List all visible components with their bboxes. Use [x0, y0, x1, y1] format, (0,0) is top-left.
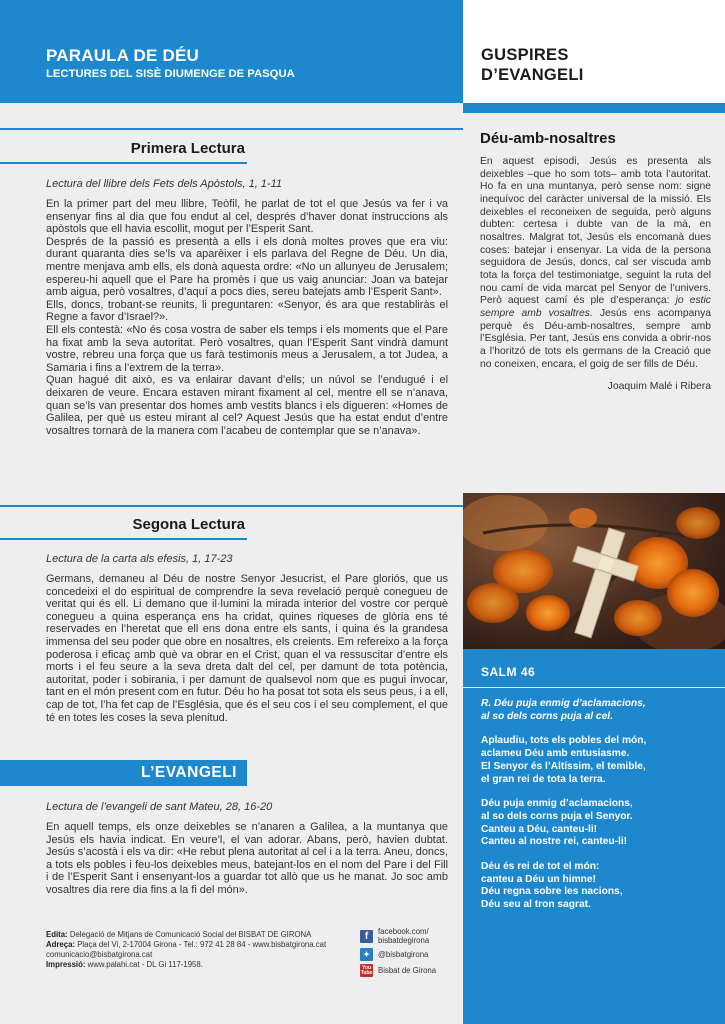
facebook-label-line2: bisbatdegirona [378, 936, 430, 945]
evangeli-reference: Lectura de l’evangeli de sant Mateu, 28, 16-20 [46, 801, 273, 813]
email-link[interactable]: comunicacio@bisbatgirona.cat [46, 950, 153, 959]
guspires-title-line1: GUSPIRES [481, 46, 569, 64]
edita-label: Edita: [46, 930, 68, 939]
segona-lectura-heading: Segona Lectura [132, 516, 245, 533]
primera-lectura-reference: Lectura del llibre dels Fets dels Apòstols, 1, 1-11 [46, 178, 283, 190]
salm-panel [463, 649, 725, 1024]
divider [463, 687, 725, 688]
salm-response: R. Déu puja enmig d’aclamacions, al so dels corns puja al cel. [481, 698, 646, 722]
segona-lectura-body [46, 553, 448, 724]
guspires-text: En aquest episodi, Jesús es presenta als deixebles –que ho som tots– amb tota l’autoritat. Ho fa en una muntanya, però sense nom: signe inequívoc del caràcter universal de la missió. Els deixebles el reconeixen de seguida, però alguns dubten: certesa i dubte van de la mà, en nosaltres. Malgrat tot, Jesús els encomanà dues coses: batejar i ensenyar. La vida de la persona seguidora de Jesús, doncs, cal ser viscuda amb tota la força del testimoniatge, seguint la ruta del nou camí de vida marcat pel Senyor de l’univers. Però aquest camí és ple d’esperança: jo estic sempre amb vosaltres. Jesús ens acompanya perquè és Déu-amb-nosaltres, sempre amb l’Església. Per tant, Jesús ens convida a obrir-nos a l’horitzó de tots els germans de la Creació que no coneixen, encara, el goig de ser fills de Déu. [480, 156, 712, 370]
paragraph: Quan hagué dit això, es va enlairar davant d’ells; un núvol se l’endugué i el deixaren de veure. Encara estaven mirant fixament al cel, mentre ell se n’anava, quan se’ls van presentar dos homes amb vestits blancs i els digueren: «Homes de Galilea, per què us esteu mirant al cel? Aquest Jesús que ha estat endut d’entre vosaltres tornarà de la manera com l’acabeu de contemplar que se n’anava». [46, 374, 448, 437]
paragraph: En la primer part del meu llibre, Teòfil, he parlat de tot el que Jesús va fer i va ensenyar fins al dia que fou endut al cel, després d’haver donat instruccions als apòstols que ell havia escollit, mogut per l’Esperit Sant. [46, 198, 448, 236]
guspires-italic: jo estic sempre amb vosaltres. [480, 295, 711, 319]
paragraph: Després de la passió es presentà a ells i els donà moltes proves que era viu: durant quaranta dies se’ls va aparèixer i els parlava del Regne de Déu. Un dia, mentre menjava amb ells, els donà aquesta ordre: «No un allunyeu de Jerusalem; espereu-hi aquell que el Pare ha promès i que us vaig anunciar: Joan va batejar amb aigua, però vosaltres, d’aquí a pocs dies, sereu batejats amb l’Esperit Sant». [46, 235, 448, 299]
divider [0, 128, 463, 130]
guspires-title-line2: D’EVANGELI [481, 66, 584, 84]
youtube-icon: You Tube [360, 964, 373, 976]
credits [46, 930, 351, 970]
evangeli-text [46, 821, 448, 897]
salm-stanza: Aplaudiu, tots els pobles del món, aclameu Déu amb entusiasme. El Senyor és l’Altíssim, el temible, el gran rei de tota la terra. [481, 735, 647, 785]
paragraph: Germans, demaneu al Déu de nostre Senyor Jesucrist, el Pare gloriós, que us concedeixi el do espiritual de comprendre la seva revelació perquè conegueu de veritat qui és ell. Li demano que il·lumini la mirada interior del vostre cor perquè conegueu a quina esperança ens ha cridat, quines riqueses de glòria ens té reservades en l’heretat que ell ens dona entre els sants, i quina és la grandesa immensa del seu poder que obre en nosaltres, els creients. Em refereixo a la força poderosa i eficaç amb què va obrar en el Crist, quan el va ressuscitar d’entre els morts i el feu seure a la seva dreta dalt del cel, per damunt de tota potència, autoritat, poder i sobirania, i per damunt de qualsevol nom que es pugui invocar, tant en el món present com en futur. Déu ho ha posat tot sota els seus peus, i a ell, cap de tot, l’ha fet cap de l’Església, que és el seu cos i el seu complement, el que té en totes les coses la seva plenitud. [46, 573, 448, 724]
facebook-link[interactable] [360, 927, 465, 945]
facebook-label-line1: facebook.com/ [378, 927, 429, 936]
primera-lectura-heading: Primera Lectura [130, 140, 245, 157]
cross-flowers-image [463, 493, 725, 649]
segona-lectura-section [0, 505, 463, 540]
divider [0, 538, 247, 540]
segona-lectura-text [46, 573, 448, 724]
segona-lectura-reference: Lectura de la carta als efesis, 1, 17-23 [46, 553, 233, 565]
paragraph: En aquell temps, els onze deixebles se n’anaren a Galilea, a la muntanya que Jesús els havia indicat. En veure’l, el van adorar. Abans, però, havien dubtat. Jesús s’acostà i els va dir: «He rebut plena autoritat al cel i a la terra. Aneu, doncs, a tots els pobles i feu-los deixebles meus, batejant-los en el nom del Pare i del Fill i de l’Esperit Sant i ensenyant-los a guardar tot allò que us he manat. Jo soc amb vosaltres dia rere dia fins a la fi del món». [46, 821, 448, 896]
salm-stanza: Déu és rei de tot el món: canteu a Déu un himne! Déu regna sobre les nacions, Déu seu al tron sagrat. [481, 861, 623, 911]
twitter-link[interactable] [360, 948, 465, 961]
guspires-signature: Joaquim Malé i Ribera [607, 381, 711, 393]
divider [0, 162, 247, 164]
twitter-icon: ✦ [360, 948, 373, 961]
guspires-heading: Déu-amb-nosaltres [480, 130, 616, 147]
evangeli-heading: L’EVANGELI [0, 760, 247, 786]
guspires-panel [463, 113, 725, 493]
primera-lectura-body [46, 178, 448, 437]
cross-flowers-photo [463, 493, 725, 649]
salm-title: SALM 46 [481, 665, 536, 679]
impressio-value: www.palahi.cat - DL Gi 117-1958. [85, 960, 203, 969]
twitter-label: @bisbatgirona [378, 950, 429, 959]
social-links [360, 927, 465, 980]
page-title: PARAULA DE DÉU [46, 46, 199, 65]
youtube-link[interactable] [360, 964, 465, 977]
primera-lectura-text [46, 198, 448, 437]
evangeli-body [46, 801, 448, 897]
paragraph: Ells, doncs, trobant-se reunits, li preguntaren: «Senyor, és ara que restabliràs el Regne a favor d’Israel?». [46, 298, 448, 324]
salm-stanza: Déu puja enmig d’aclamacions, al so dels corns puja el Senyor. Canteu a Déu, canteu-li! Canteu al nostre rei, canteu-li! [481, 798, 633, 848]
youtube-label: Bisbat de Girona [378, 966, 437, 975]
divider [0, 505, 463, 507]
divider [463, 103, 725, 113]
page-subtitle: LECTURES DEL SISÈ DIUMENGE DE PASQUA [46, 68, 295, 80]
facebook-icon: f [360, 930, 373, 943]
adreca-value: Plaça del Vi, 2-17004 Girona - Tel.: 972 41 28 84 - www.bisbatgirona.cat [75, 940, 327, 949]
page-header [0, 0, 463, 103]
paragraph: Ell els contestà: «No és cosa vostra de saber els temps i els moments que el Pare ha fixat amb la seva autoritat. Però vosaltres, quan l’Esperit Sant vindrà damunt vostre, rebreu una força que us farà testimonis meus a Jerusalem, a tot Judea, a Samaria i fins a l’extrem de la terra». [46, 323, 448, 374]
adreca-label: Adreça: [46, 940, 76, 949]
guspires-header [463, 0, 725, 103]
primera-lectura-section [0, 128, 463, 164]
edita-value: Delegació de Mitjans de Comunicació Social del BISBAT DE GIRONA [67, 930, 312, 939]
impressio-label: Impressió: [46, 960, 86, 969]
